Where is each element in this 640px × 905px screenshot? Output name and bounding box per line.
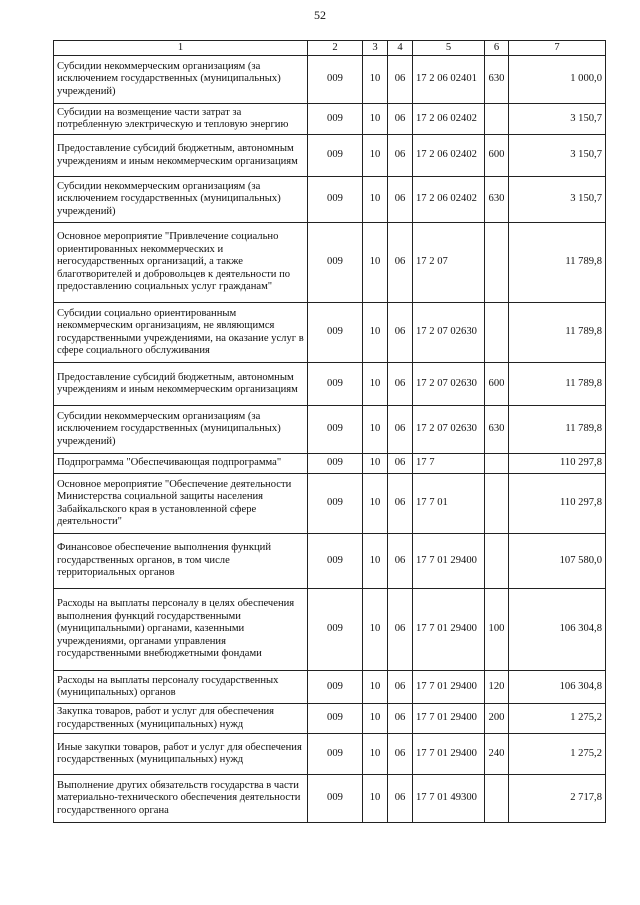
row-name: Предоставление субсидий бюджетным, автономным учреждениям и иным некоммерческим организациям bbox=[54, 135, 308, 177]
row-subsection-code: 06 bbox=[388, 104, 413, 135]
row-name: Иные закупки товаров, работ и услуг для обеспечения государственных (муниципальных) нужд bbox=[54, 734, 308, 775]
row-target-code: 17 7 01 29400 bbox=[413, 734, 485, 775]
row-section-code: 10 bbox=[363, 474, 388, 534]
row-subsection-code: 06 bbox=[388, 474, 413, 534]
table-row bbox=[54, 223, 606, 303]
row-subsection-code: 06 bbox=[388, 734, 413, 775]
row-section-code: 10 bbox=[363, 406, 388, 454]
row-name: Субсидии некоммерческим организациям (за исключением государственных (муниципальных) учреждений) bbox=[54, 406, 308, 454]
row-section-code: 10 bbox=[363, 734, 388, 775]
row-section-code: 10 bbox=[363, 135, 388, 177]
row-name: Финансовое обеспечение выполнения функций государственных органов, в том числе территориальных органов bbox=[54, 534, 308, 589]
row-amount: 1 275,2 bbox=[509, 734, 606, 775]
row-ministry-code: 009 bbox=[308, 704, 363, 734]
row-target-code: 17 2 07 02630 bbox=[413, 363, 485, 406]
header-col-7: 7 bbox=[509, 41, 606, 56]
header-col-2: 2 bbox=[308, 41, 363, 56]
header-col-4: 4 bbox=[388, 41, 413, 56]
row-amount: 3 150,7 bbox=[509, 104, 606, 135]
table-row bbox=[54, 363, 606, 406]
row-section-code: 10 bbox=[363, 104, 388, 135]
row-ministry-code: 009 bbox=[308, 534, 363, 589]
row-amount: 11 789,8 bbox=[509, 363, 606, 406]
row-target-code: 17 2 06 02401 bbox=[413, 56, 485, 104]
row-subsection-code: 06 bbox=[388, 534, 413, 589]
table-row bbox=[54, 775, 606, 823]
row-ministry-code: 009 bbox=[308, 135, 363, 177]
table-row bbox=[54, 56, 606, 104]
table-row bbox=[54, 177, 606, 223]
row-name: Подпрограмма "Обеспечивающая подпрограмма" bbox=[54, 454, 308, 474]
row-subsection-code: 06 bbox=[388, 177, 413, 223]
row-expense-type: 600 bbox=[485, 135, 509, 177]
row-subsection-code: 06 bbox=[388, 406, 413, 454]
row-target-code: 17 7 01 49300 bbox=[413, 775, 485, 823]
header-row bbox=[54, 41, 606, 56]
row-expense-type bbox=[485, 454, 509, 474]
row-amount: 1 275,2 bbox=[509, 704, 606, 734]
row-expense-type: 240 bbox=[485, 734, 509, 775]
table-row bbox=[54, 303, 606, 363]
row-expense-type: 630 bbox=[485, 177, 509, 223]
page-number: 52 bbox=[314, 8, 326, 22]
header-col-1: 1 bbox=[54, 41, 308, 56]
row-subsection-code: 06 bbox=[388, 454, 413, 474]
row-expense-type bbox=[485, 104, 509, 135]
table-row bbox=[54, 734, 606, 775]
row-section-code: 10 bbox=[363, 363, 388, 406]
row-ministry-code: 009 bbox=[308, 734, 363, 775]
row-amount: 110 297,8 bbox=[509, 474, 606, 534]
row-section-code: 10 bbox=[363, 223, 388, 303]
row-target-code: 17 7 bbox=[413, 454, 485, 474]
row-amount: 110 297,8 bbox=[509, 454, 606, 474]
row-amount: 106 304,8 bbox=[509, 589, 606, 671]
row-expense-type: 120 bbox=[485, 671, 509, 704]
row-expense-type bbox=[485, 223, 509, 303]
row-name: Субсидии некоммерческим организациям (за исключением государственных (муниципальных) учреждений) bbox=[54, 177, 308, 223]
table-row bbox=[54, 104, 606, 135]
row-amount: 106 304,8 bbox=[509, 671, 606, 704]
row-expense-type bbox=[485, 474, 509, 534]
row-expense-type: 200 bbox=[485, 704, 509, 734]
row-amount: 11 789,8 bbox=[509, 406, 606, 454]
row-target-code: 17 7 01 29400 bbox=[413, 534, 485, 589]
row-expense-type: 630 bbox=[485, 56, 509, 104]
row-section-code: 10 bbox=[363, 534, 388, 589]
row-subsection-code: 06 bbox=[388, 589, 413, 671]
row-ministry-code: 009 bbox=[308, 303, 363, 363]
row-ministry-code: 009 bbox=[308, 671, 363, 704]
row-ministry-code: 009 bbox=[308, 454, 363, 474]
row-target-code: 17 2 07 02630 bbox=[413, 303, 485, 363]
row-subsection-code: 06 bbox=[388, 303, 413, 363]
row-ministry-code: 009 bbox=[308, 589, 363, 671]
row-ministry-code: 009 bbox=[308, 56, 363, 104]
row-name: Расходы на выплаты персоналу в целях обеспечения выполнения функций государственными (муниципальными) органами, казенными учреждениями, органами управления государственными внебюджетными фондами bbox=[54, 589, 308, 671]
row-subsection-code: 06 bbox=[388, 135, 413, 177]
row-target-code: 17 7 01 29400 bbox=[413, 589, 485, 671]
row-subsection-code: 06 bbox=[388, 56, 413, 104]
row-ministry-code: 009 bbox=[308, 406, 363, 454]
row-ministry-code: 009 bbox=[308, 474, 363, 534]
header-col-6: 6 bbox=[485, 41, 509, 56]
row-amount: 107 580,0 bbox=[509, 534, 606, 589]
row-ministry-code: 009 bbox=[308, 177, 363, 223]
row-ministry-code: 009 bbox=[308, 363, 363, 406]
row-name: Субсидии некоммерческим организациям (за исключением государственных (муниципальных) учреждений) bbox=[54, 56, 308, 104]
row-expense-type: 600 bbox=[485, 363, 509, 406]
row-name: Основное мероприятие "Привлечение социально ориентированных некоммерческих и негосударственных организаций, а также благотворителей и добровольцев к деятельности по предоставлению социальных услуг гражданам" bbox=[54, 223, 308, 303]
row-target-code: 17 2 06 02402 bbox=[413, 177, 485, 223]
row-amount: 3 150,7 bbox=[509, 177, 606, 223]
header-col-5: 5 bbox=[413, 41, 485, 56]
row-section-code: 10 bbox=[363, 704, 388, 734]
row-amount: 1 000,0 bbox=[509, 56, 606, 104]
row-subsection-code: 06 bbox=[388, 671, 413, 704]
row-expense-type: 630 bbox=[485, 406, 509, 454]
row-name: Основное мероприятие "Обеспечение деятельности Министерства социальной защиты населения Забайкальского края в установленной сфере деятельности" bbox=[54, 474, 308, 534]
row-expense-type bbox=[485, 534, 509, 589]
row-ministry-code: 009 bbox=[308, 223, 363, 303]
row-expense-type bbox=[485, 775, 509, 823]
row-subsection-code: 06 bbox=[388, 775, 413, 823]
table-row bbox=[54, 589, 606, 671]
row-name: Выполнение других обязательств государства в части материально-технического обеспечения деятельности государственного органа bbox=[54, 775, 308, 823]
table-row bbox=[54, 534, 606, 589]
row-expense-type: 100 bbox=[485, 589, 509, 671]
row-amount: 3 150,7 bbox=[509, 135, 606, 177]
row-subsection-code: 06 bbox=[388, 223, 413, 303]
row-section-code: 10 bbox=[363, 177, 388, 223]
table-row bbox=[54, 474, 606, 534]
row-name: Закупка товаров, работ и услуг для обеспечения государственных (муниципальных) нужд bbox=[54, 704, 308, 734]
row-subsection-code: 06 bbox=[388, 363, 413, 406]
table-row bbox=[54, 454, 606, 474]
table-row bbox=[54, 135, 606, 177]
row-expense-type bbox=[485, 303, 509, 363]
row-name: Субсидии на возмещение части затрат за потребленную электрическую и тепловую энергию bbox=[54, 104, 308, 135]
row-amount: 2 717,8 bbox=[509, 775, 606, 823]
row-ministry-code: 009 bbox=[308, 775, 363, 823]
row-amount: 11 789,8 bbox=[509, 223, 606, 303]
row-section-code: 10 bbox=[363, 589, 388, 671]
row-section-code: 10 bbox=[363, 56, 388, 104]
row-target-code: 17 7 01 29400 bbox=[413, 671, 485, 704]
row-name: Предоставление субсидий бюджетным, автономным учреждениям и иным некоммерческим организациям bbox=[54, 363, 308, 406]
row-target-code: 17 7 01 29400 bbox=[413, 704, 485, 734]
table-row bbox=[54, 671, 606, 704]
row-target-code: 17 2 07 bbox=[413, 223, 485, 303]
table-row bbox=[54, 704, 606, 734]
row-section-code: 10 bbox=[363, 671, 388, 704]
row-section-code: 10 bbox=[363, 454, 388, 474]
row-amount: 11 789,8 bbox=[509, 303, 606, 363]
row-name: Расходы на выплаты персоналу государственных (муниципальных) органов bbox=[54, 671, 308, 704]
row-section-code: 10 bbox=[363, 303, 388, 363]
row-ministry-code: 009 bbox=[308, 104, 363, 135]
table-row bbox=[54, 406, 606, 454]
row-target-code: 17 2 06 02402 bbox=[413, 135, 485, 177]
row-target-code: 17 2 06 02402 bbox=[413, 104, 485, 135]
row-name: Субсидии социально ориентированным некоммерческим организациям, не являющимся государственными учреждениями, на оказание услуг в сфере социального обслуживания bbox=[54, 303, 308, 363]
row-target-code: 17 2 07 02630 bbox=[413, 406, 485, 454]
row-section-code: 10 bbox=[363, 775, 388, 823]
row-subsection-code: 06 bbox=[388, 704, 413, 734]
row-target-code: 17 7 01 bbox=[413, 474, 485, 534]
header-col-3: 3 bbox=[363, 41, 388, 56]
budget-table bbox=[53, 40, 606, 823]
